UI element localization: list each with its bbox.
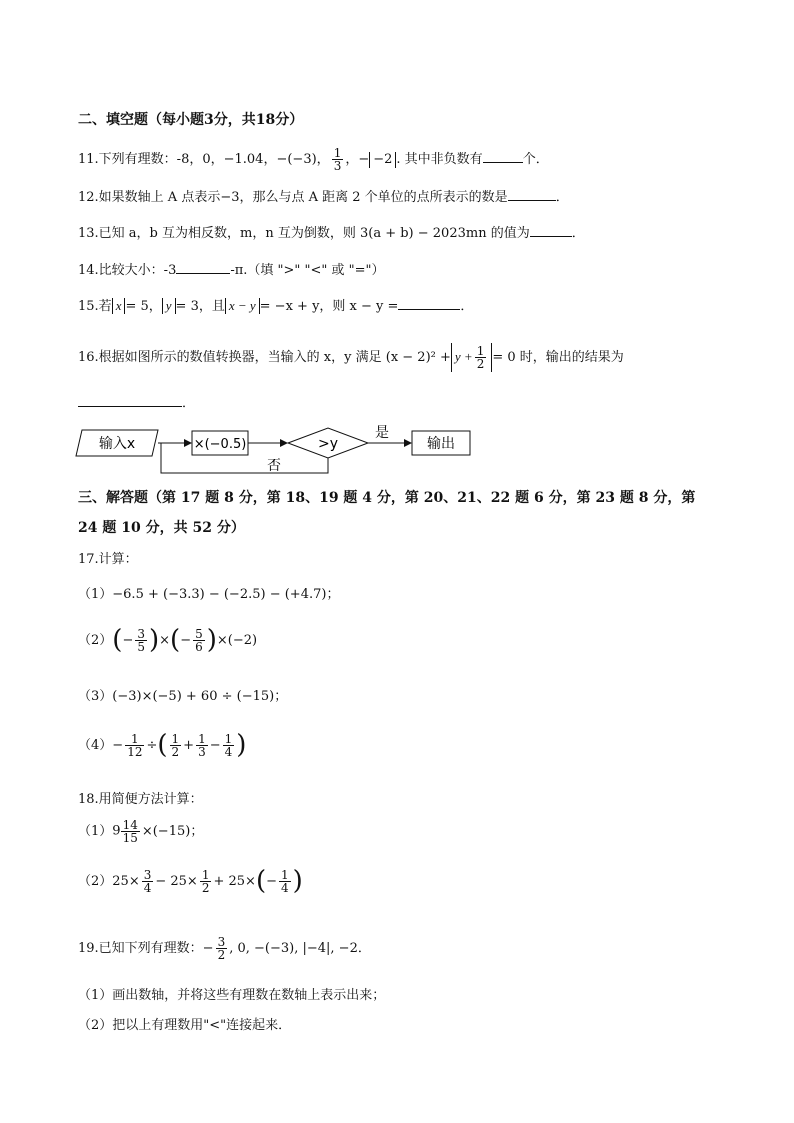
q16-answer-blank[interactable] <box>78 394 182 407</box>
q15-answer-blank[interactable] <box>398 297 460 310</box>
question-17-part-4: （4）− $\frac{1}{12}$ ÷( $\frac{1}{2}$ + $\frac{1}{3}$ − $\frac{1}{4}$ ) <box>78 730 247 760</box>
question-16 <box>78 343 624 372</box>
q19-post: , 0, −(−3), |−4|, −2． <box>229 941 371 956</box>
q14-pre: 14.比较大小：-3 <box>78 263 177 278</box>
q15-mid-2: = 3，且 <box>175 299 225 314</box>
flow-output-label: 输出 <box>427 436 455 452</box>
q16-post: = 0 时，输出的结果为 <box>492 350 624 365</box>
q15-abs-x: x <box>112 298 126 314</box>
q15-pre: 15.若 <box>78 299 112 314</box>
q17-p2-label: （2） <box>78 633 113 649</box>
question-19-part-1: （1）画出数轴，并将这些有理数在数轴上表示出来； <box>78 988 386 1003</box>
q15-abs-y: y <box>162 298 176 314</box>
q19-pre: 19.已知下列有理数：− <box>78 941 214 956</box>
flow-no-label: 否 <box>267 458 281 474</box>
q14-answer-blank[interactable] <box>176 261 230 274</box>
question-14 <box>78 261 385 279</box>
q16-pre: 16.根据如图所示的数值转换器，当输入的 x，y 满足 (x − 2)² + <box>78 350 451 365</box>
q14-post: -π.（填 ">" "<" 或 "="） <box>230 263 385 278</box>
question-17-title: 17.计算： <box>78 552 138 567</box>
q16-end: ． <box>182 396 196 411</box>
q17-p4-label: （4） <box>78 738 113 754</box>
section-3-heading-line-1: 三、解答题（第 17 题 8 分，第 18、19 题 4 分，第 20、21、22 题 6 分，第 23 题 8 分，第 <box>78 490 696 506</box>
flow-yes-label: 是 <box>375 425 389 441</box>
q17-p2-tail: ×(−2) <box>216 633 258 649</box>
question-17-part-2: （2）(− $\frac{3}{5}$ )×(− $\frac{5}{6}$ )×(−2) <box>78 625 258 655</box>
question-18-part-2: （2）25× $\frac{3}{4}$ − 25× $\frac{1}{2}$ + 25×(− $\frac{1}{4}$ ) <box>78 866 303 896</box>
q18-p2-label: （2） <box>78 874 113 890</box>
q18-p1-tail: ×(−15)； <box>141 824 204 839</box>
q13-end: ． <box>571 226 585 241</box>
question-19: 19.已知下列有理数：− $\frac{3}{2}$ , 0, −(−3), |−4|, −2． <box>78 935 371 962</box>
q16-abs-expression: y + $\frac{1}{2}$ <box>451 343 492 372</box>
q15-mid-1: = 5， <box>125 299 162 314</box>
q11-end: 个． <box>522 152 549 167</box>
question-13 <box>78 224 585 242</box>
question-19-part-2: （2）把以上有理数用"<"连接起来． <box>78 1018 292 1033</box>
question-18-title: 18.用简便方法计算： <box>78 792 203 807</box>
q11-fraction: $\frac{1}{3}$ <box>333 146 342 173</box>
q11-value-4: −(−3) <box>276 152 317 167</box>
q11-value-6-sign: − <box>358 152 370 167</box>
q12-answer-blank[interactable] <box>508 188 556 201</box>
question-17-part-1: （1）−6.5 + (−3.3) − (−2.5) − (+4.7)； <box>78 587 340 602</box>
q13-text: 13.已知 a，b 互为相反数，m，n 互为倒数，则 3(a + b) − 2023mn 的值为 <box>78 226 530 241</box>
q11-prefix: 11.下列有理数：-8，0， <box>78 152 224 167</box>
q12-end: ． <box>555 190 569 205</box>
section-2-heading: 二、填空题（每小题3分，共18分） <box>78 112 304 128</box>
q11-answer-blank[interactable] <box>483 150 523 163</box>
flow-condition-label: >y <box>317 436 339 452</box>
flow-operation-label: ×(−0.5) <box>193 437 247 452</box>
q18-p1-integer: 9 <box>112 823 121 839</box>
question-15 <box>78 297 473 315</box>
arrow-icon <box>404 439 412 447</box>
q13-answer-blank[interactable] <box>530 224 572 237</box>
q11-suffix: . 其中非负数有 <box>396 152 483 167</box>
question-17-part-3: （3）(−3)×(−5) + 60 ÷ (−15)； <box>78 689 288 704</box>
question-12 <box>78 188 569 206</box>
arrow-icon <box>184 439 192 447</box>
question-18-part-1: （1）9 $\frac{14}{15}$ ×(−15)； <box>78 818 204 845</box>
question-16-answer-line <box>78 394 195 412</box>
section-3-heading-line-2: 24 题 10 分，共 52 分） <box>78 520 245 536</box>
number-converter-flowchart <box>74 418 474 478</box>
q18-p1-label: （1） <box>78 824 113 839</box>
q12-text: 12.如果数轴上 A 点表示−3，那么与点 A 距离 2 个单位的点所表示的数是 <box>78 190 508 205</box>
q11-value-3: −1.04 <box>223 152 264 167</box>
question-11: 11.下列有理数：-8，0，−1.04，−(−3)， $\frac{1}{3}$ ，− −2 . 其中非负数有 个． <box>78 146 549 173</box>
q15-end: ． <box>460 299 474 314</box>
q15-mid-3: = −x + y，则 x − y = <box>259 299 399 314</box>
q11-value-6-abs: −2 <box>369 152 396 168</box>
flow-input-label: 输入x <box>98 436 136 452</box>
q15-abs-x-minus-y: x − y <box>225 298 260 314</box>
